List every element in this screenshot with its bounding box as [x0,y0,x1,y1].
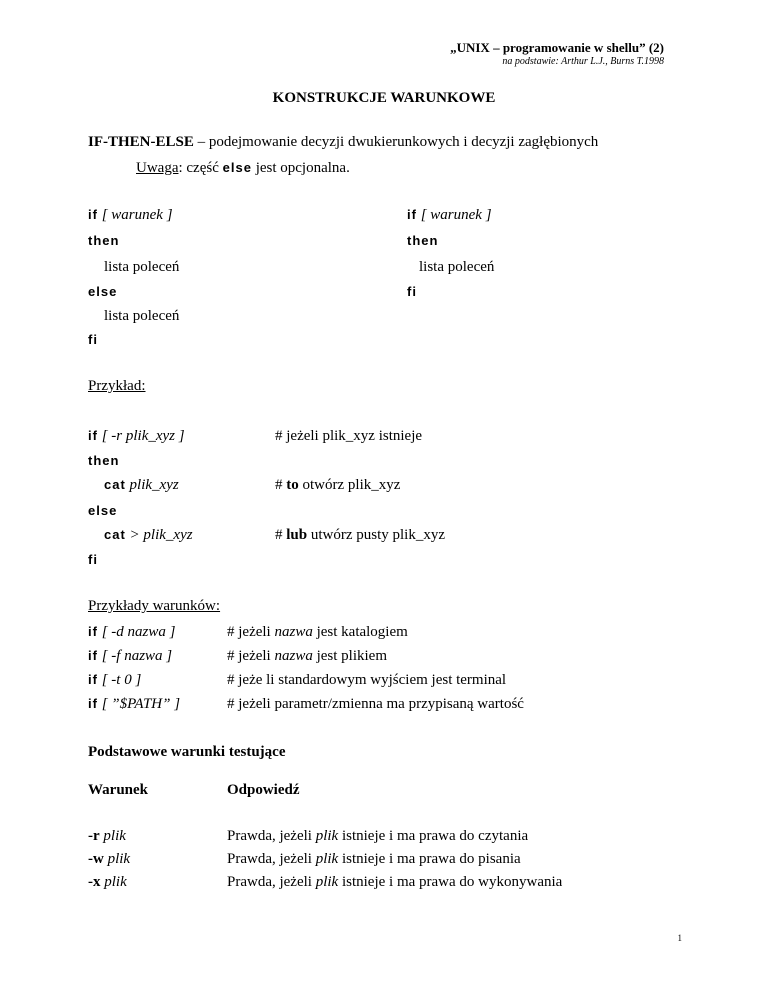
example-else-line [88,503,117,520]
keyword-if: if [88,428,98,443]
desc-post: istnieje i ma prawa do wykonywania [338,874,563,890]
desc-italic: plik [315,874,339,890]
comment-post: utwórz pusty plik_xyz [307,527,446,543]
test-description [227,828,528,845]
test-flag [88,828,126,845]
condition: [ -f nazwa ] [97,648,173,664]
tests-heading: Podstawowe warunki testujące [88,744,286,760]
keyword-if: if [407,207,417,222]
desc-pre: Prawda, jeżeli [227,851,316,867]
desc-post: istnieje i ma prawa do czytania [338,828,529,844]
syntax-right-fi [407,284,417,301]
desc-italic: plik [315,851,339,867]
syntax-right-then [407,233,438,250]
condition-row [88,624,175,641]
flag-arg: plik [103,851,131,867]
condition-comment [227,696,524,713]
comment-pre: # [275,527,287,543]
keyword-fi: fi [88,552,98,567]
keyword-if: if [88,624,98,639]
comment-post: jest plikiem [312,648,387,664]
test-description [227,851,521,868]
keyword-fi: fi [407,284,417,299]
syntax-right-body1: lista poleceń [419,259,495,275]
desc-pre: Prawda, jeżeli [227,874,316,890]
condition: [ ”$PATH” ] [97,696,181,712]
comment-post: jest katalogiem [312,624,408,640]
desc-post: istnieje i ma prawa do pisania [338,851,521,867]
example-comment-3 [275,527,445,544]
keyword-then: then [88,233,120,248]
keyword-if: if [88,672,98,687]
desc-pre: Prawda, jeżeli [227,828,316,844]
example-if-line [88,428,185,445]
tests-col-header-condition: Warunek [88,782,149,798]
example-comment-2 [275,477,400,494]
comment-post: otwórz plik_xyz [298,477,401,493]
comment-italic: nazwa [274,624,313,640]
note-text-post: jest opcjonalna. [251,160,350,176]
syntax-right-if [407,207,492,224]
example-cat-redirect-line [104,527,193,544]
condition-row [88,672,141,689]
keyword-if: if [88,648,98,663]
comment-pre: # jeżeli [227,648,275,664]
example-then-line [88,453,119,470]
page-number: 1 [677,933,682,943]
keyword-then: then [407,233,439,248]
condition-comment [227,624,408,641]
condition-row [88,648,172,665]
condition-comment [227,648,387,665]
syntax-left-else [88,284,117,301]
keyword-cat: cat [104,527,126,542]
keyword-else: else [88,284,118,299]
comment-pre: # jeże li standardowym wyjściem jest terminal [227,672,507,688]
section-heading [88,134,598,151]
running-header-source: na podstawie: Arthur L.J., Burns T.1998 [502,56,664,67]
comment-pre: # jeżeli parametr/zmienna ma przypisaną wartość [227,696,524,712]
keyword-cat: cat [104,477,126,492]
flag: -x [88,874,101,890]
keyword-else: else [88,503,118,518]
flag-arg: plik [100,874,127,890]
test-flag [88,874,127,891]
desc-italic: plik [315,828,339,844]
page-title: KONSTRUKCJE WARUNKOWE [272,90,496,106]
note-keyword: else [222,160,252,175]
note-line [136,160,350,177]
condition: [ warunek ] [97,207,173,223]
condition-row [88,696,180,713]
test-flag [88,851,130,868]
condition: [ -d nazwa ] [97,624,176,640]
keyword-fi: fi [88,332,98,347]
keyword-if: if [88,207,98,222]
keyword-if: if [88,696,98,711]
heading-keyword: IF-THEN-ELSE [88,134,194,150]
condition-comment [227,672,506,689]
syntax-left-then [88,233,119,250]
conditions-label: Przykłady warunków: [88,598,221,614]
comment-italic: nazwa [274,648,313,664]
example-fi-line [88,552,98,569]
condition: [ warunek ] [416,207,492,223]
condition: [ -r plik_xyz ] [97,428,185,444]
syntax-left-fi [88,332,98,349]
syntax-left-body2: lista poleceń [104,308,180,324]
flag: -r [88,828,100,844]
note-text-pre: : część [178,160,223,176]
test-description [227,874,562,891]
command-arg: > plik_xyz [125,527,193,543]
note-label: Uwaga [136,160,179,176]
flag-arg: plik [99,828,126,844]
command-arg: plik_xyz [125,477,179,493]
flag: -w [88,851,104,867]
comment-pre: # jeżeli [227,624,275,640]
keyword-then: then [88,453,120,468]
syntax-left-if [88,207,173,224]
example-cat-line [104,477,179,494]
example-label: Przykład: [88,378,146,394]
running-header-title: „UNIX – programowanie w shellu” (2) [450,40,664,55]
comment-bold: to [286,477,299,493]
condition: [ -t 0 ] [97,672,142,688]
example-comment-1: # jeżeli plik_xyz istnieje [275,428,423,444]
syntax-left-body1: lista poleceń [104,259,180,275]
comment-bold: lub [286,527,308,543]
heading-text: – podejmowanie decyzji dwukierunkowych i decyzji zagłębionych [193,134,599,150]
tests-col-header-response: Odpowiedź [227,782,300,798]
comment-pre: # [275,477,287,493]
